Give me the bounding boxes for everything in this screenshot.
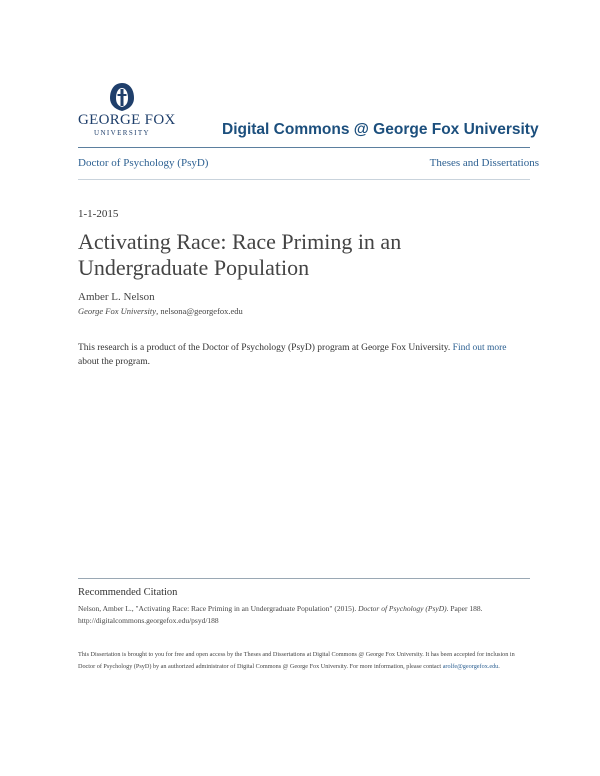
contact-email-link[interactable]: arolfe@georgefox.edu [442, 662, 499, 670]
citation-text [78, 603, 528, 627]
notice-text: This Dissertation is brought to you for free and open access by the Theses and Dissertations at Digital Commons @ George Fox University. It has been accepted for inclusion in Doctor of Psychology (PsyD) by an authorized administrator of Digital Commons @ George Fox University. For more information, please contact [78, 651, 515, 670]
affiliation-org: George Fox University [78, 306, 157, 316]
series-link[interactable]: Theses and Dissertations [429, 157, 539, 169]
access-notice [78, 649, 530, 672]
logo-name: GEORGE FOX [78, 112, 176, 128]
collection-link[interactable]: Doctor of Psychology (PsyD) [78, 157, 209, 169]
program-description [78, 341, 523, 369]
nav-divider [78, 179, 530, 180]
citation-url[interactable]: http://digitalcommons.georgefox.edu/psyd/188 [78, 616, 219, 625]
site-title[interactable]: Digital Commons @ George Fox University [222, 121, 539, 138]
author-affiliation [78, 306, 243, 316]
george-fox-logo [78, 82, 176, 140]
lantern-emblem-icon [108, 82, 136, 112]
header-divider [78, 147, 530, 148]
document-title: Activating Race: Race Priming in an Undergraduate Population [78, 229, 402, 280]
citation-paper: . Paper 188. [446, 604, 483, 613]
author-email: , nelsona@georgefox.edu [156, 306, 243, 316]
find-out-more-link[interactable]: Find out more [452, 343, 507, 353]
citation-journal: Doctor of Psychology (PsyD) [358, 604, 447, 613]
notice-end: . [498, 662, 500, 670]
author-name: Amber L. Nelson [78, 291, 155, 303]
citation-divider [78, 578, 530, 579]
logo-subtitle: UNIVERSITY [94, 129, 150, 137]
citation-heading: Recommended Citation [78, 587, 178, 598]
description-text-end: about the program. [78, 357, 151, 367]
description-text: This research is a product of the Doctor of Psychology (PsyD) program at George Fox University. [78, 343, 453, 353]
citation-main: Nelson, Amber L., "Activating Race: Race Priming in an Undergraduate Population" (2015). [78, 604, 359, 613]
publication-date: 1-1-2015 [78, 208, 119, 220]
